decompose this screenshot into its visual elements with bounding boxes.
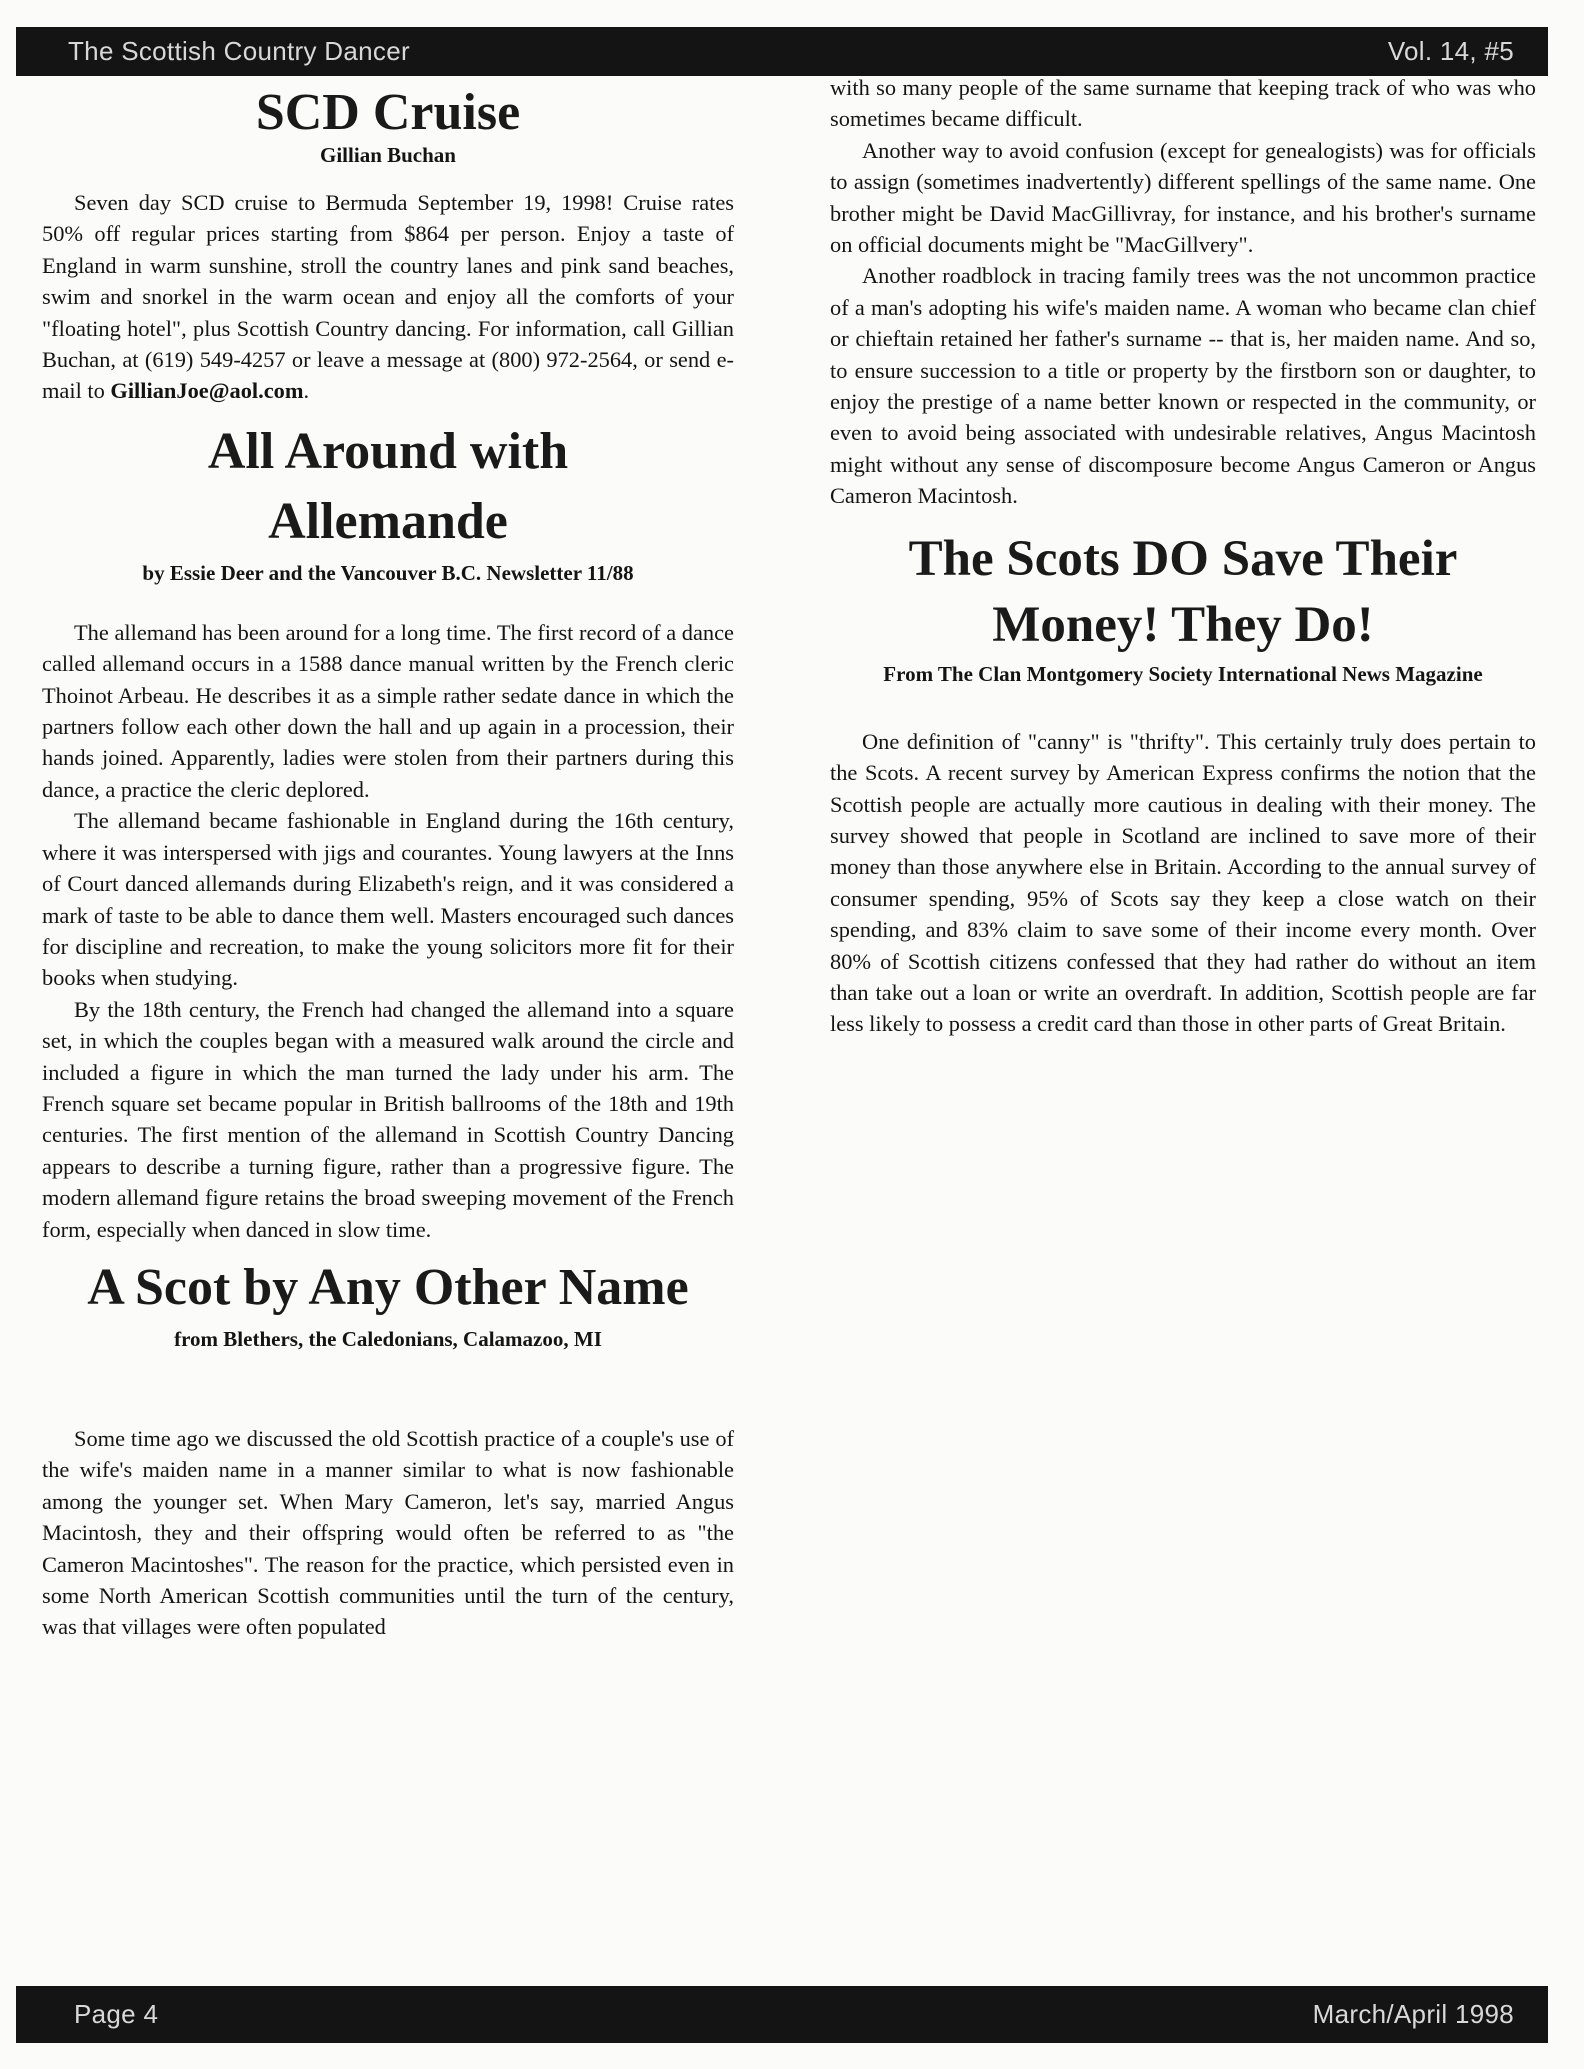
article-title: The Scots DO Save Their Money! They Do! [908,530,1458,653]
article-byline: from Blethers, the Caledonians, Calamazoo, MI [174,1326,602,1351]
article-author: Gillian Buchan [320,143,456,167]
issue-date: March/April 1998 [1312,1999,1514,2029]
article-paragraph: The allemand has been around for a long time. The first record of a dance called allemand occurs in a 1588 dance manual written by the French cleric Thoinot Arbeau. He describes it as a simple rather sedate dance in which the partners follow each other down the hall and up again in a procession, their hands joined. Apparently, ladies were stolen from their partners during this dance, a practice the cleric deplored. [42,619,734,802]
article-scots-save-money [830,526,1536,1040]
article-paragraph: Another way to avoid confusion (except for genealogists) was for officials to assign (sometimes inadvertently) different spellings of the same name. One brother might be David MacGillivray, for instance, and his brother's surname on official documents might be "MacGillvery". [830,137,1536,258]
article-paragraph: By the 18th century, the French had changed the allemand into a square set, in which the couples began with a measured walk around the circle and included a figure in which the man turned the lady under his arm. The French square set became popular in British ballrooms of the 18th and 19th centuries. The first mention of the allemand in Scottish Country Dancing appears to describe a turning figure, rather than a progressive figure. The modern allemand figure retains the broad sweeping movement of the French form, especially when danced in slow time. [42,996,734,1242]
article-scd-cruise [42,84,734,407]
article-paragraph: One definition of "canny" is "thrifty". This certainly truly does pertain to the Scots. A recent survey by American Express confirms the notion that the Scottish people are actually more cautious in dealing with their money. The survey showed that people in Scotland are inclined to save more of their money than those anywhere else in Britain. According to the annual survey of consumer spending, 95% of Scots say they keep a close watch on their spending, and 83% claim to save some of their income every month. Over 80% of Scottish citizens confessed that they had rather do without an item than take out a loan or write an overdraft. In addition, Scottish people are far less likely to possess a credit card than those in other parts of Great Britain. [830,728,1536,1037]
page-number: Page 4 [74,1999,159,2029]
article-paragraph: Some time ago we discussed the old Scottish practice of a couple's use of the wife's maiden name in a manner similar to what is now fashionable among the younger set. When Mary Cameron, let's say, married Angus Macintosh, they and their offspring would often be referred to as "the Cameron Macintoshes". The reason for the practice, which persisted even in some North American Scottish communities until the turn of the century, was that villages were often populated [42,1425,734,1640]
article-body: Seven day SCD cruise to Bermuda September 19, 1998! Cruise rates 50% off regular prices starting from $864 per person. Enjoy a taste of England in warm sunshine, stroll the country lanes and pink sand beaches, swim and snorkel in the warm ocean and enjoy all the comforts of your "floating hotel", plus Scottish Country dancing. For information, call Gillian Buchan, at (619) 549-4257 or leave a message at (800) 972-2564, or send e-mail to GillianJoe@aol.com. [42,190,734,404]
article-allemande [42,417,734,1245]
issue-number: Vol. 14, #5 [1387,36,1514,66]
article-paragraph: The allemand became fashionable in England during the 16th century, where it was interspersed with jigs and courantes. Young lawyers at the Inns of Court danced allemands during Elizabeth's reign, and it was considered a mark of taste to be able to dance them well. Masters encouraged such dances for discipline and recreation, to make the young solicitors more fit for their books when studying. [42,808,734,991]
right-column [830,76,1536,1040]
article-title: All Around with Allemande [207,422,569,550]
article-title: SCD Cruise [255,84,521,141]
publication-name: The Scottish Country Dancer [68,36,410,66]
article-title: A Scot by Any Other Name [87,1258,689,1316]
article-byline: From The Clan Montgomery Society International News Magazine [883,661,1483,686]
article-byline: by Essie Deer and the Vancouver B.C. Newsletter 11/88 [142,560,634,585]
email-link[interactable]: GillianJoe@aol.com [110,378,304,404]
article-scot-by-any-other-name [42,1253,734,1643]
page-footer [16,1986,1548,2043]
left-column [42,76,734,1643]
page-header [16,27,1548,76]
article-paragraph-continued: with so many people of the same surname that keeping track of who was who sometimes became difficult. [830,75,1536,132]
article-paragraph: Another roadblock in tracing family trees was the not uncommon practice of a man's adopting his wife's maiden name. A woman who became clan chief or chieftain retained her father's surname -- that is, her maiden name. And so, to ensure succession to a title or property by the firstborn son or daughter, to enjoy the prestige of a name better known or respected in the community, or even to avoid being associated with undesirable relatives, Angus Macintosh might without any sense of discomposure become Angus Cameron or Angus Cameron Macintosh. [830,263,1536,509]
